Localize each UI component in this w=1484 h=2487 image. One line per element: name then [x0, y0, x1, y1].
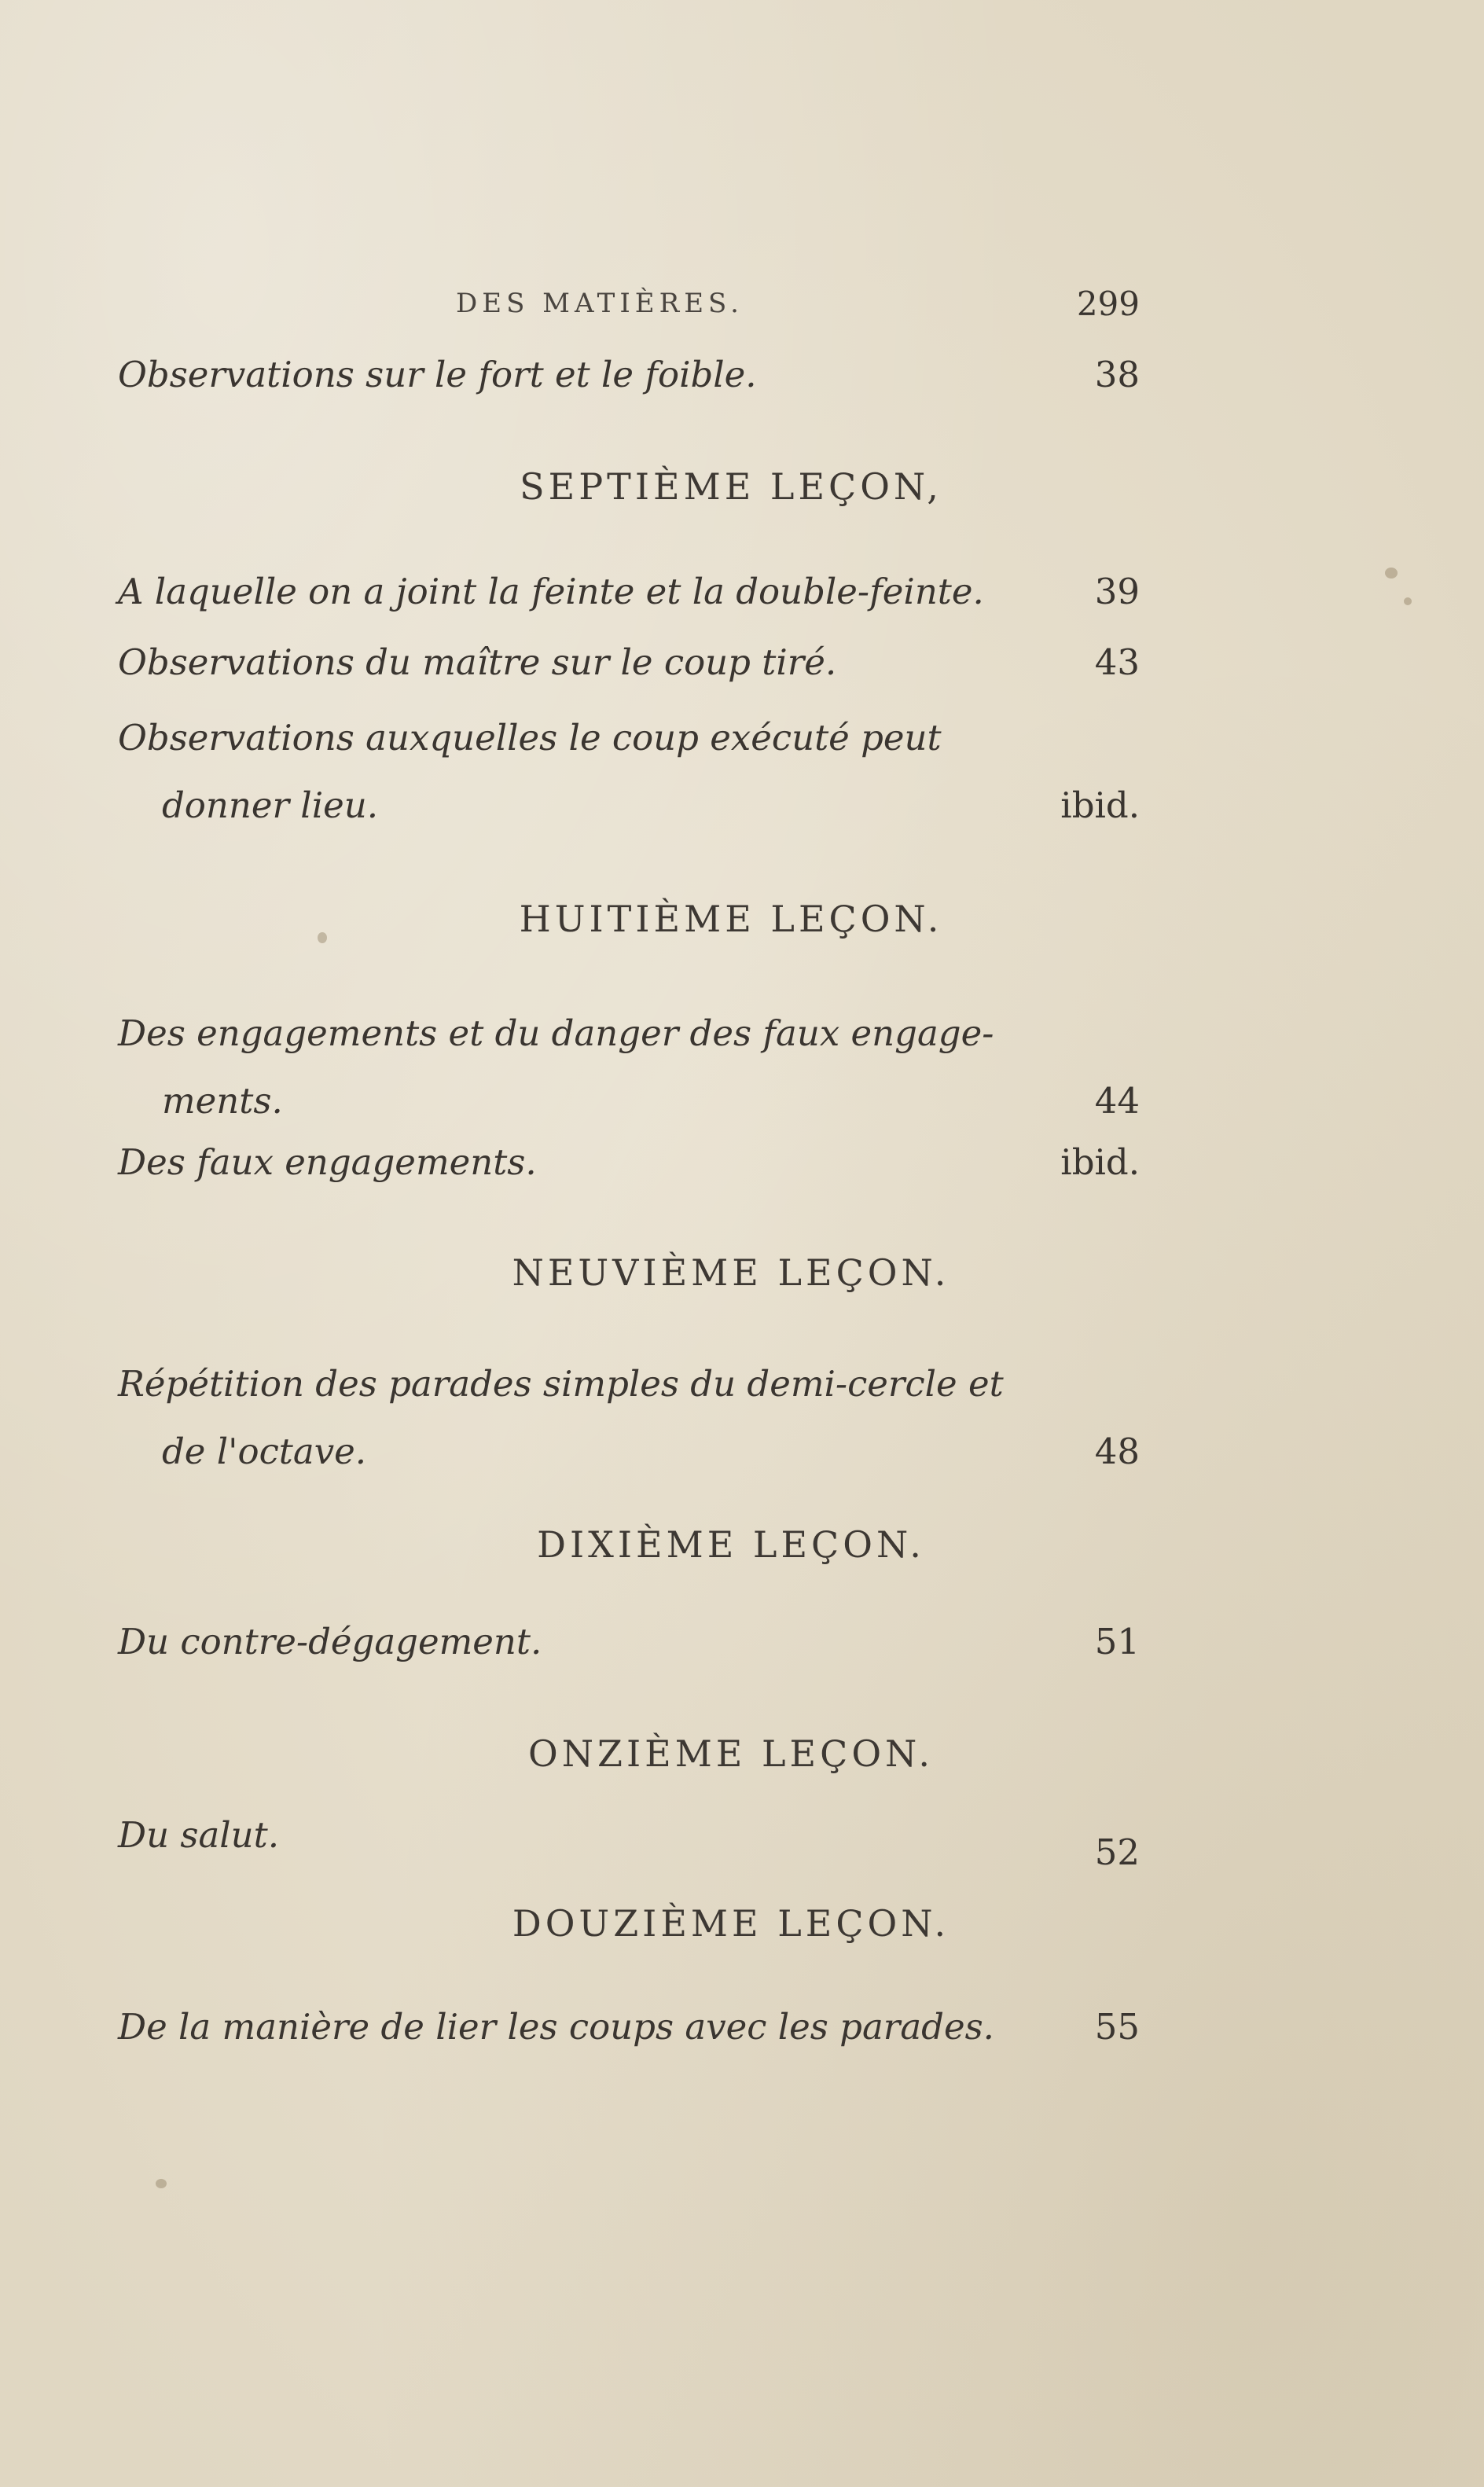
running-head	[118, 285, 1140, 335]
entry-text-continued: ments.	[162, 1080, 283, 1122]
entry-page: ibid.	[1060, 1141, 1140, 1183]
entry-text-continued: donner lieu.	[162, 784, 379, 826]
entry-text: De la manière de lier les coups avec les parades.	[118, 2006, 994, 2048]
entry-text: Observations sur le fort et le foible.	[118, 354, 757, 395]
entry-page: 44	[1094, 1080, 1140, 1122]
toc-entry	[118, 704, 1140, 839]
entry-page: ibid.	[1060, 784, 1140, 826]
lesson-heading: DIXIÈME LEÇON.	[537, 1523, 925, 1566]
entry-page: 52	[1094, 1831, 1140, 1873]
lesson-heading: DOUZIÈME LEÇON.	[512, 1902, 950, 1945]
entry-text: Répétition des parades simples du demi-cercle et	[118, 1363, 1004, 1405]
entry-text: Du salut.	[118, 1814, 280, 1856]
paper-spot	[1385, 568, 1398, 579]
toc-entry	[118, 1000, 1140, 1135]
toc-entry	[118, 1350, 1140, 1486]
lesson-heading: HUITIÈME LEÇON.	[519, 898, 943, 940]
entry-text: Des faux engagements.	[118, 1141, 537, 1183]
entry-text: Du contre-dégagement.	[118, 1621, 542, 1662]
entry-text: Observations du maître sur le coup tiré.	[118, 641, 837, 683]
running-head-title: DES MATIÈRES.	[456, 288, 744, 319]
paper-spot	[1404, 597, 1412, 605]
lesson-heading: SEPTIÈME LEÇON,	[520, 465, 942, 508]
entry-page: 48	[1094, 1431, 1140, 1472]
entry-page: 43	[1094, 641, 1140, 683]
toc-entry	[118, 558, 1140, 626]
toc-entry	[118, 1608, 1140, 1676]
entry-page: 38	[1094, 354, 1140, 395]
paper-spot	[156, 2179, 167, 2188]
entry-text: Des engagements et du danger des faux engage-	[118, 1012, 994, 1054]
entry-text-continued: de l'octave.	[162, 1431, 367, 1472]
entry-text: A laquelle on a joint la feinte et la double-feinte.	[118, 571, 984, 612]
toc-entry	[118, 1802, 1140, 1873]
lesson-heading: ONZIÈME LEÇON.	[528, 1732, 934, 1775]
toc-entry	[118, 1993, 1140, 2061]
toc-entry	[118, 1129, 1140, 1196]
entry-page: 51	[1094, 1621, 1140, 1662]
lesson-heading: NEUVIÈME LEÇON.	[512, 1251, 950, 1294]
entry-page: 55	[1094, 2006, 1140, 2048]
entry-text: Observations auxquelles le coup exécuté peut	[118, 717, 942, 759]
toc-entry	[118, 629, 1140, 696]
toc-entry	[118, 341, 1140, 409]
entry-page: 39	[1094, 571, 1140, 612]
page-number: 299	[1076, 285, 1140, 323]
